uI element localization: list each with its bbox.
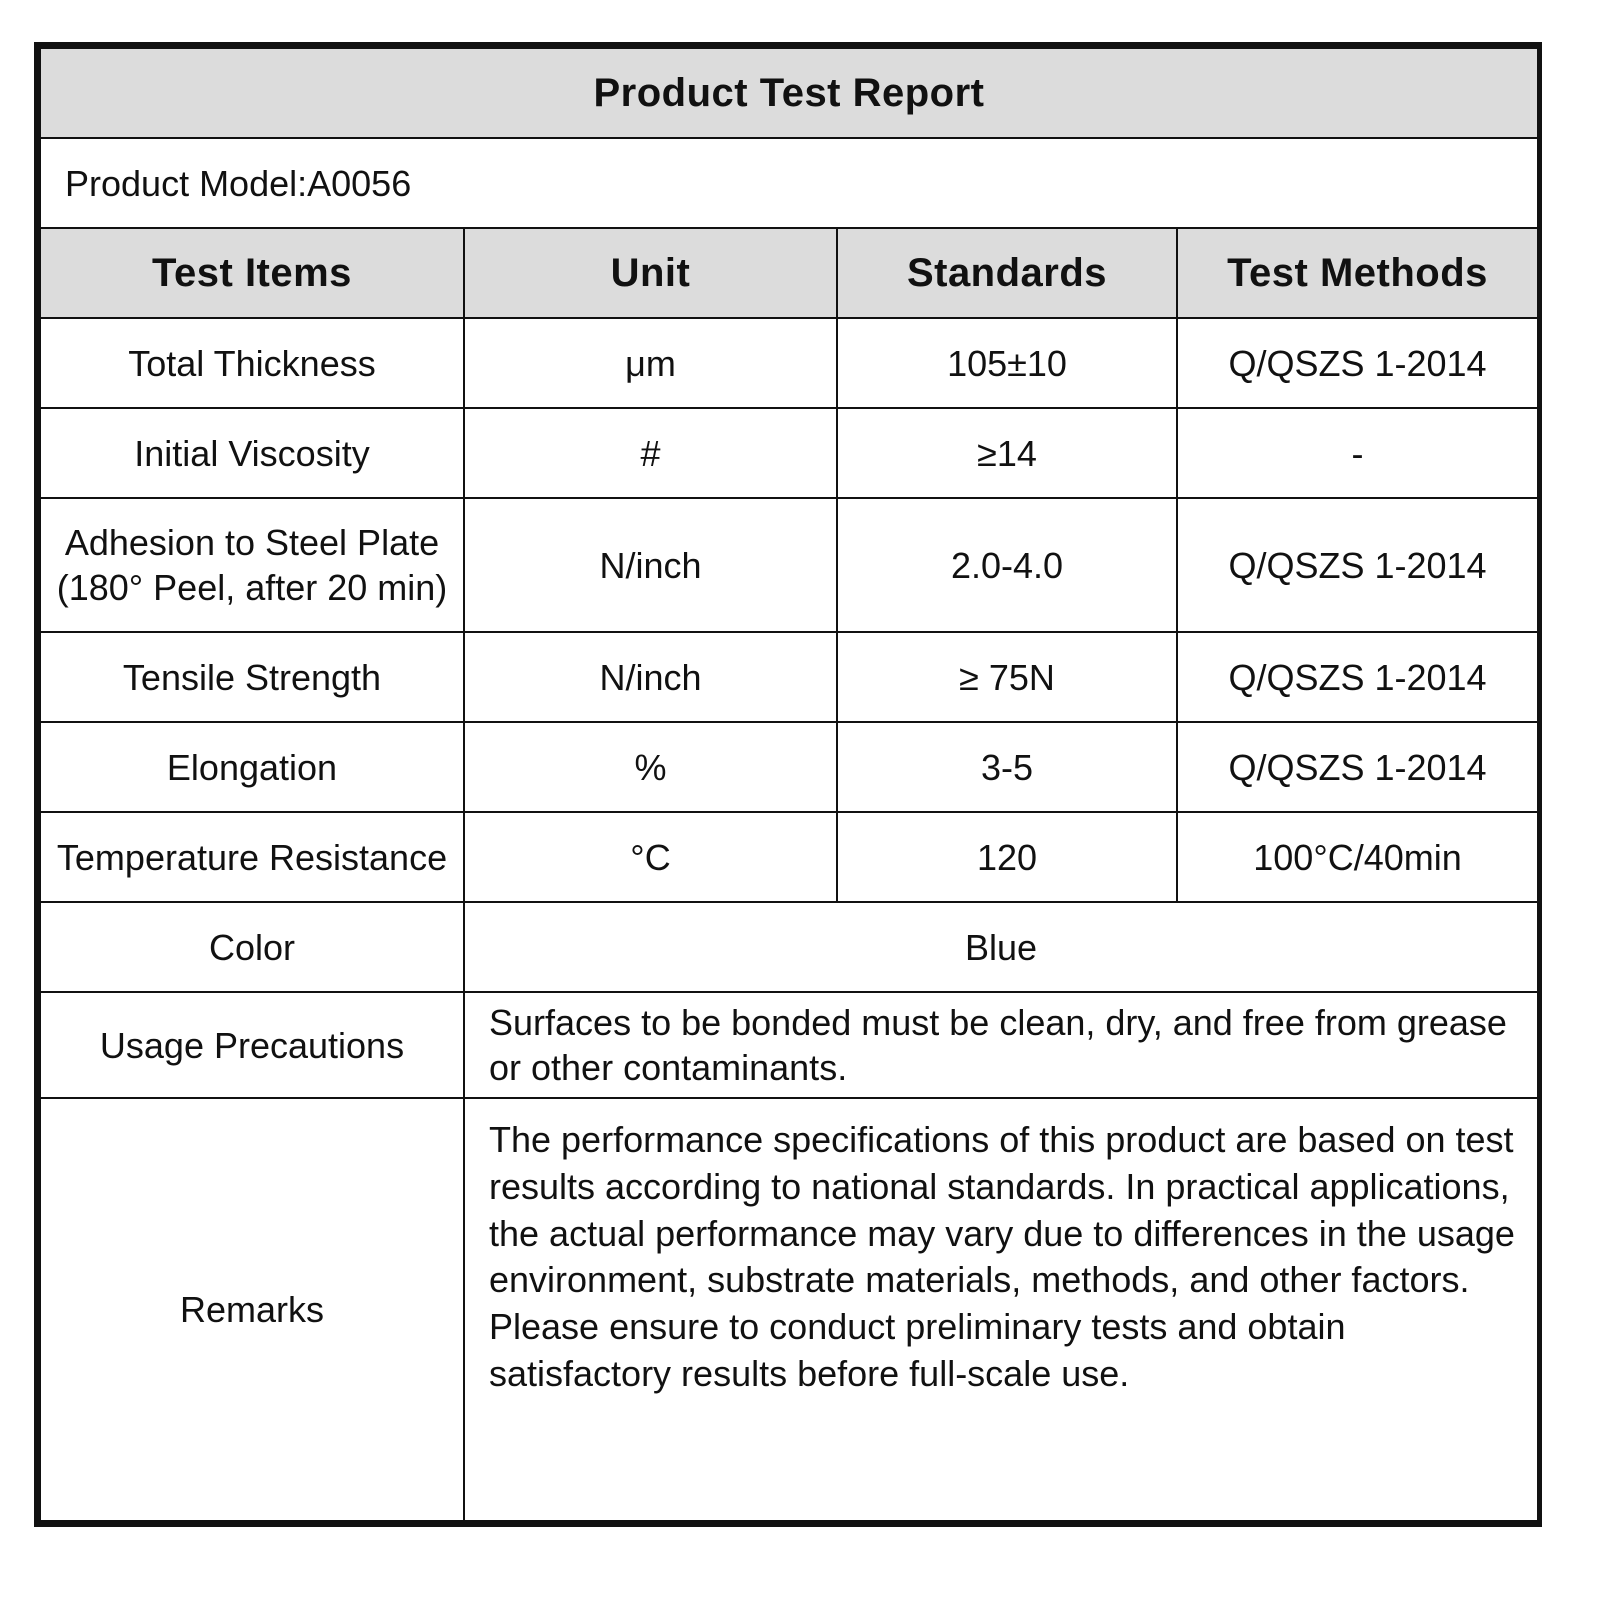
standard-cell: 105±10 — [837, 318, 1177, 408]
color-value: Blue — [464, 902, 1538, 992]
title-row — [40, 48, 1538, 138]
standard-cell: ≥ 75N — [837, 632, 1177, 722]
unit-cell: μm — [464, 318, 837, 408]
unit-cell: N/inch — [464, 498, 837, 632]
unit-cell: % — [464, 722, 837, 812]
test-item-cell: Tensile Strength — [40, 632, 464, 722]
product-model-row — [40, 138, 1538, 228]
method-cell: Q/QSZS 1-2014 — [1177, 318, 1538, 408]
test-item-cell: Elongation — [40, 722, 464, 812]
header-test-items: Test Items — [40, 228, 464, 318]
report-title: Product Test Report — [40, 48, 1538, 138]
table-row — [40, 318, 1538, 408]
color-label: Color — [40, 902, 464, 992]
header-unit: Unit — [464, 228, 837, 318]
standard-cell: 120 — [837, 812, 1177, 902]
usage-label: Usage Precautions — [40, 992, 464, 1098]
usage-text: Surfaces to be bonded must be clean, dry, and free from grease or other contaminants. — [464, 992, 1538, 1098]
test-item-line: (180° Peel, after 20 min) — [56, 567, 448, 608]
remarks-text: The performance specifications of this product are based on test results according to national standards. In practical applications, the actual performance may vary due to differences in the usage environment, substrate materials, methods, and other factors. Please ensure to conduct preliminary tests and obtain satisfactory results before full-scale use. — [464, 1098, 1538, 1521]
table-row — [40, 408, 1538, 498]
table-row — [40, 812, 1538, 902]
test-item-line: Adhesion to Steel Plate — [64, 522, 440, 563]
unit-cell: # — [464, 408, 837, 498]
method-cell: Q/QSZS 1-2014 — [1177, 722, 1538, 812]
test-item-cell: Total Thickness — [40, 318, 464, 408]
header-row — [40, 228, 1538, 318]
test-item-cell: Initial Viscosity — [40, 408, 464, 498]
unit-cell: °C — [464, 812, 837, 902]
method-cell: Q/QSZS 1-2014 — [1177, 498, 1538, 632]
header-test-methods: Test Methods — [1177, 228, 1538, 318]
method-cell: Q/QSZS 1-2014 — [1177, 632, 1538, 722]
table-row — [40, 722, 1538, 812]
remarks-label: Remarks — [40, 1098, 464, 1521]
table-row — [40, 632, 1538, 722]
test-item-cell: Temperature Resistance — [40, 812, 464, 902]
unit-cell: N/inch — [464, 632, 837, 722]
usage-row — [40, 992, 1538, 1098]
header-standards: Standards — [837, 228, 1177, 318]
report-table — [39, 47, 1539, 1522]
remarks-row — [40, 1098, 1538, 1521]
color-row — [40, 902, 1538, 992]
standard-cell: 3-5 — [837, 722, 1177, 812]
test-report — [34, 42, 1542, 1527]
method-cell: 100°C/40min — [1177, 812, 1538, 902]
standard-cell: ≥14 — [837, 408, 1177, 498]
product-model: Product Model:A0056 — [40, 138, 1538, 228]
standard-cell: 2.0-4.0 — [837, 498, 1177, 632]
table-row — [40, 498, 1538, 632]
method-cell: - — [1177, 408, 1538, 498]
test-item-cell — [40, 498, 464, 632]
